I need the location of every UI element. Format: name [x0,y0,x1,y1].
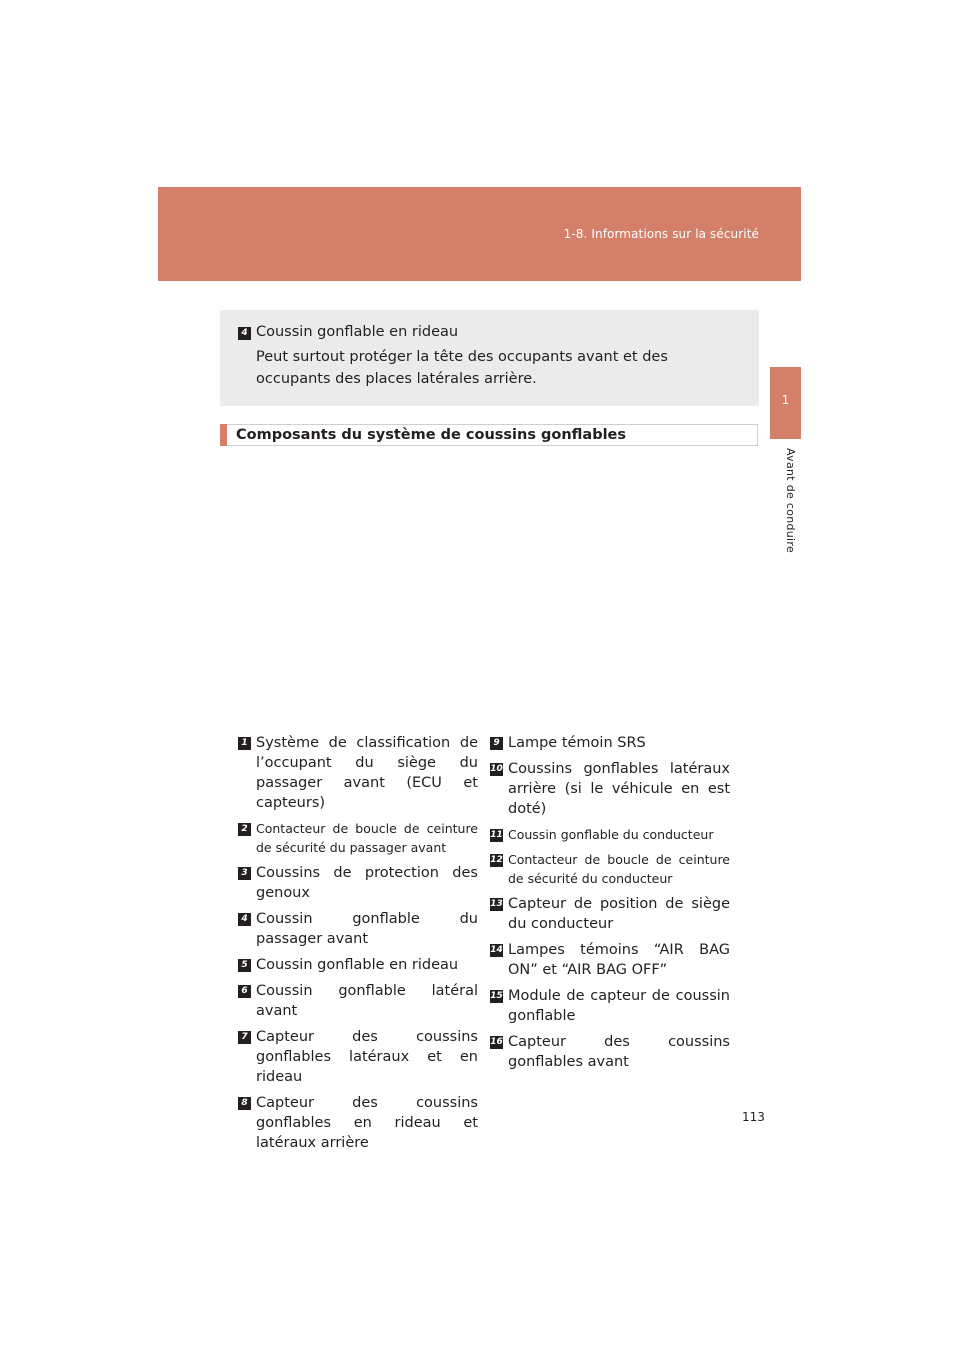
item-number-badge: 9 [490,737,503,750]
list-item [238,1093,478,1153]
item-number-badge: 16 [490,1037,503,1047]
list-item-text: Système de classification de l’occupant du siège du passager avant (ECU et capteurs) [256,735,478,811]
list-item-text: Lampes témoins “AIR BAG ON” et “AIR BAG OFF” [508,942,730,978]
list-item-text: Capteur de position de siège du conducteur [508,896,730,932]
list-item [238,863,478,903]
list-item [238,955,478,975]
list-item-text: Coussins de protection des genoux [256,865,478,901]
section-heading [220,424,758,446]
item-number-badge: 12 [490,855,503,865]
page-number: 113 [742,1110,765,1124]
list-item-text: Contacteur de boucle de ceinture de sécurité du conducteur [508,852,730,886]
chapter-title: 1-8. Informations sur la sécurité [563,227,759,241]
item-number-badge: 8 [238,1097,251,1110]
info-box-title: Coussin gonflable en rideau [256,324,459,340]
list-item-text: Module de capteur de coussin gonflable [508,988,730,1024]
list-item [490,733,730,753]
list-item [238,1027,478,1087]
list-item-text: Capteur des coussins gonflables latéraux et en rideau [256,1029,478,1085]
list-item-text: Coussin gonflable en rideau [256,957,459,973]
item-number-badge: 3 [238,867,251,880]
list-item [490,1032,730,1072]
list-item-text: Coussins gonflables latéraux arrière (si le véhicule en est doté) [508,761,730,817]
item-number-badge: 7 [238,1031,251,1044]
item-number-badge: 4 [238,913,251,926]
info-box [220,310,759,406]
item-number-badge: 15 [490,991,503,1001]
chapter-tab [770,367,801,439]
item-number-badge: 14 [490,945,503,955]
components-list-left [238,733,478,1159]
item-number-badge: 1 [238,737,251,750]
components-list-right [490,733,730,1078]
list-item [490,940,730,980]
list-item [238,981,478,1021]
item-number-badge: 11 [490,830,503,840]
list-item-text: Capteur des coussins gonflables avant [508,1034,730,1070]
list-item [238,733,478,813]
list-item [490,986,730,1026]
list-item [490,850,730,888]
list-item-text: Capteur des coussins gonflables en rideau et latéraux arrière [256,1095,478,1151]
item-number-badge: 2 [238,823,251,836]
item-number-badge: 5 [238,959,251,972]
item-number-badge: 6 [238,985,251,998]
item-number-badge: 4 [238,327,251,340]
list-item-text: Lampe témoin SRS [508,735,646,751]
list-item [490,894,730,934]
list-item-text: Coussin gonflable du passager avant [256,911,478,947]
section-title: Composants du système de coussins gonflables [236,427,627,443]
chapter-side-label: Avant de conduire [784,448,797,554]
list-item-text: Coussin gonflable du conducteur [508,827,714,842]
chapter-header-band [158,187,801,281]
list-item-text: Coussin gonflable latéral avant [256,983,478,1019]
chapter-number: 1 [781,393,790,407]
info-box-body: Peut surtout protéger la tête des occupants avant et des occupants des places latérales arrière. [256,349,668,387]
list-item [238,909,478,949]
list-item [238,819,478,857]
list-item [490,759,730,819]
list-item-text: Contacteur de boucle de ceinture de sécurité du passager avant [256,821,478,855]
section-accent-bar [220,424,227,446]
item-number-badge: 10 [490,764,503,774]
item-number-badge: 13 [490,899,503,909]
list-item [490,825,730,844]
